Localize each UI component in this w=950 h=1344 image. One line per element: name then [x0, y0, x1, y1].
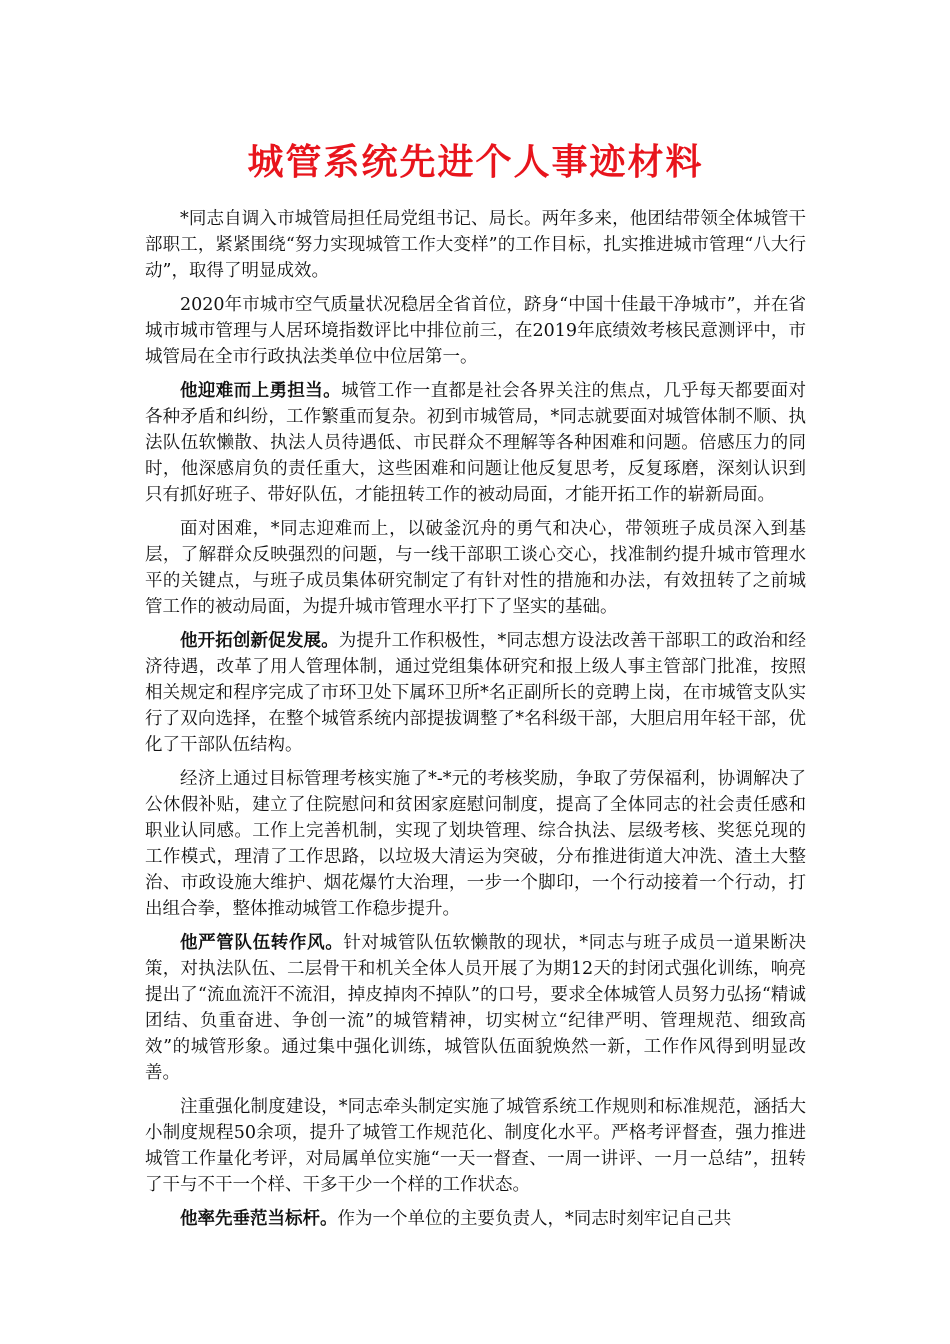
paragraph-2: [145, 292, 806, 370]
paragraph-7-lead: 他严管队伍转作风。: [180, 933, 344, 953]
paragraph-5-lead: 他开拓创新促发展。: [180, 631, 339, 651]
paragraph-9-text: 作为一个单位的主要负责人，*同志时刻牢记自己共: [337, 1209, 732, 1229]
paragraph-3-text: 城管工作一直都是社会各界关注的焦点，几乎每天都要面对各种矛盾和纠纷，工作繁重而复杂。初到市城管局，*同志就要面对城管体制不顺、执法队伍软懒散、执法人员待遇低、市民群众不理解等各种困难和问题。倍感压力的同时，他深感肩负的责任重大，这些困难和问题让他反复思考，反复琢磨，深刻认识到只有抓好班子、带好队伍，才能扭转工作的被动局面，才能开拓工作的崭新局面。: [145, 381, 807, 505]
paragraph-7-text: 针对城管队伍软懒散的现状，*同志与班子成员一道果断决策，对执法队伍、二层骨干和机关全体人员开展了为期12天的封闭式强化训练，响亮提出了“流血流汗不流泪，掉皮掉肉不掉队”的口号，要求全体城管人员努力弘扬“精诚团结、负重奋进、争创一流”的城管精神，切实树立“纪律严明、管理规范、细致高效”的城管形象。通过集中强化训练，城管队伍面貌焕然一新，工作作风得到明显改善。: [145, 933, 806, 1083]
document-title: 城管系统先进个人事迹材料: [247, 141, 704, 183]
paragraph-8-text: 注重强化制度建设，*同志牵头制定实施了城管系统工作规则和标准规范，涵括大小制度规程50余项，提升了城管工作规范化、制度化水平。严格考评督查，强力推进城管工作量化考评，对局属单位实施“一天一督查、一周一讲评、一月一总结”，扭转了干与不干一个样、干多干少一个样的工作状态。: [145, 1097, 806, 1195]
paragraph-6: [145, 766, 806, 922]
paragraph-7: [145, 930, 806, 1086]
paragraph-1: [145, 206, 806, 284]
paragraph-2-text: 2020年市城市空气质量状况稳居全省首位，跻身“中国十佳最干净城市”，并在省城市城市管理与人居环境指数评比中排位前三，在2019年底绩效考核民意测评中，市城管局在全市行政执法类单位中位居第一。: [145, 295, 806, 367]
paragraph-9: [145, 1206, 806, 1232]
paragraph-5: [145, 628, 806, 758]
paragraph-8: [145, 1094, 806, 1198]
paragraph-3-lead: 他迎难而上勇担当。: [180, 381, 342, 401]
document-page: [145, 140, 806, 1240]
paragraph-5-text: 为提升工作积极性，*同志想方设法改善干部职工的政治和经济待遇，改革了用人管理体制，通过党组集体研究和报上级人事主管部门批准，按照相关规定和程序完成了市环卫处下属环卫所*名正副所长的竞聘上岗，在市城管支队实行了双向选择，在整个城管系统内部提拔调整了*名科级干部，大胆启用年轻干部，优化了干部队伍结构。: [145, 631, 807, 755]
paragraph-3: [145, 378, 806, 508]
paragraph-9-lead: 他率先垂范当标杆。: [180, 1209, 338, 1229]
paragraph-4: [145, 516, 806, 620]
paragraph-1-text: *同志自调入市城管局担任局党组书记、局长。两年多来，他团结带领全体城管干部职工，紧紧围绕“努力实现城管工作大变样”的工作目标，扎实推进城市管理“八大行动”，取得了明显成效。: [145, 209, 806, 281]
paragraph-6-text: 经济上通过目标管理考核实施了*-*元的考核奖励，争取了劳保福利，协调解决了公休假补贴，建立了住院慰问和贫困家庭慰问制度，提高了全体同志的社会责任感和职业认同感。工作上完善机制，实现了划块管理、综合执法、层级考核、奖惩兑现的工作模式，理清了工作思路，以垃圾大清运为突破，分布推进街道大冲洗、渣土大整治、市政设施大维护、烟花爆竹大治理，一步一个脚印，一个行动接着一个行动，打出组合拳，整体推动城管工作稳步提升。: [145, 769, 806, 919]
paragraph-4-text: 面对困难，*同志迎难而上，以破釜沉舟的勇气和决心，带领班子成员深入到基层，了解群众反映强烈的问题，与一线干部职工谈心交心，找准制约提升城市管理水平的关键点，与班子成员集体研究制定了有针对性的措施和办法，有效扭转了之前城管工作的被动局面，为提升城市管理水平打下了坚实的基础。: [145, 519, 806, 617]
